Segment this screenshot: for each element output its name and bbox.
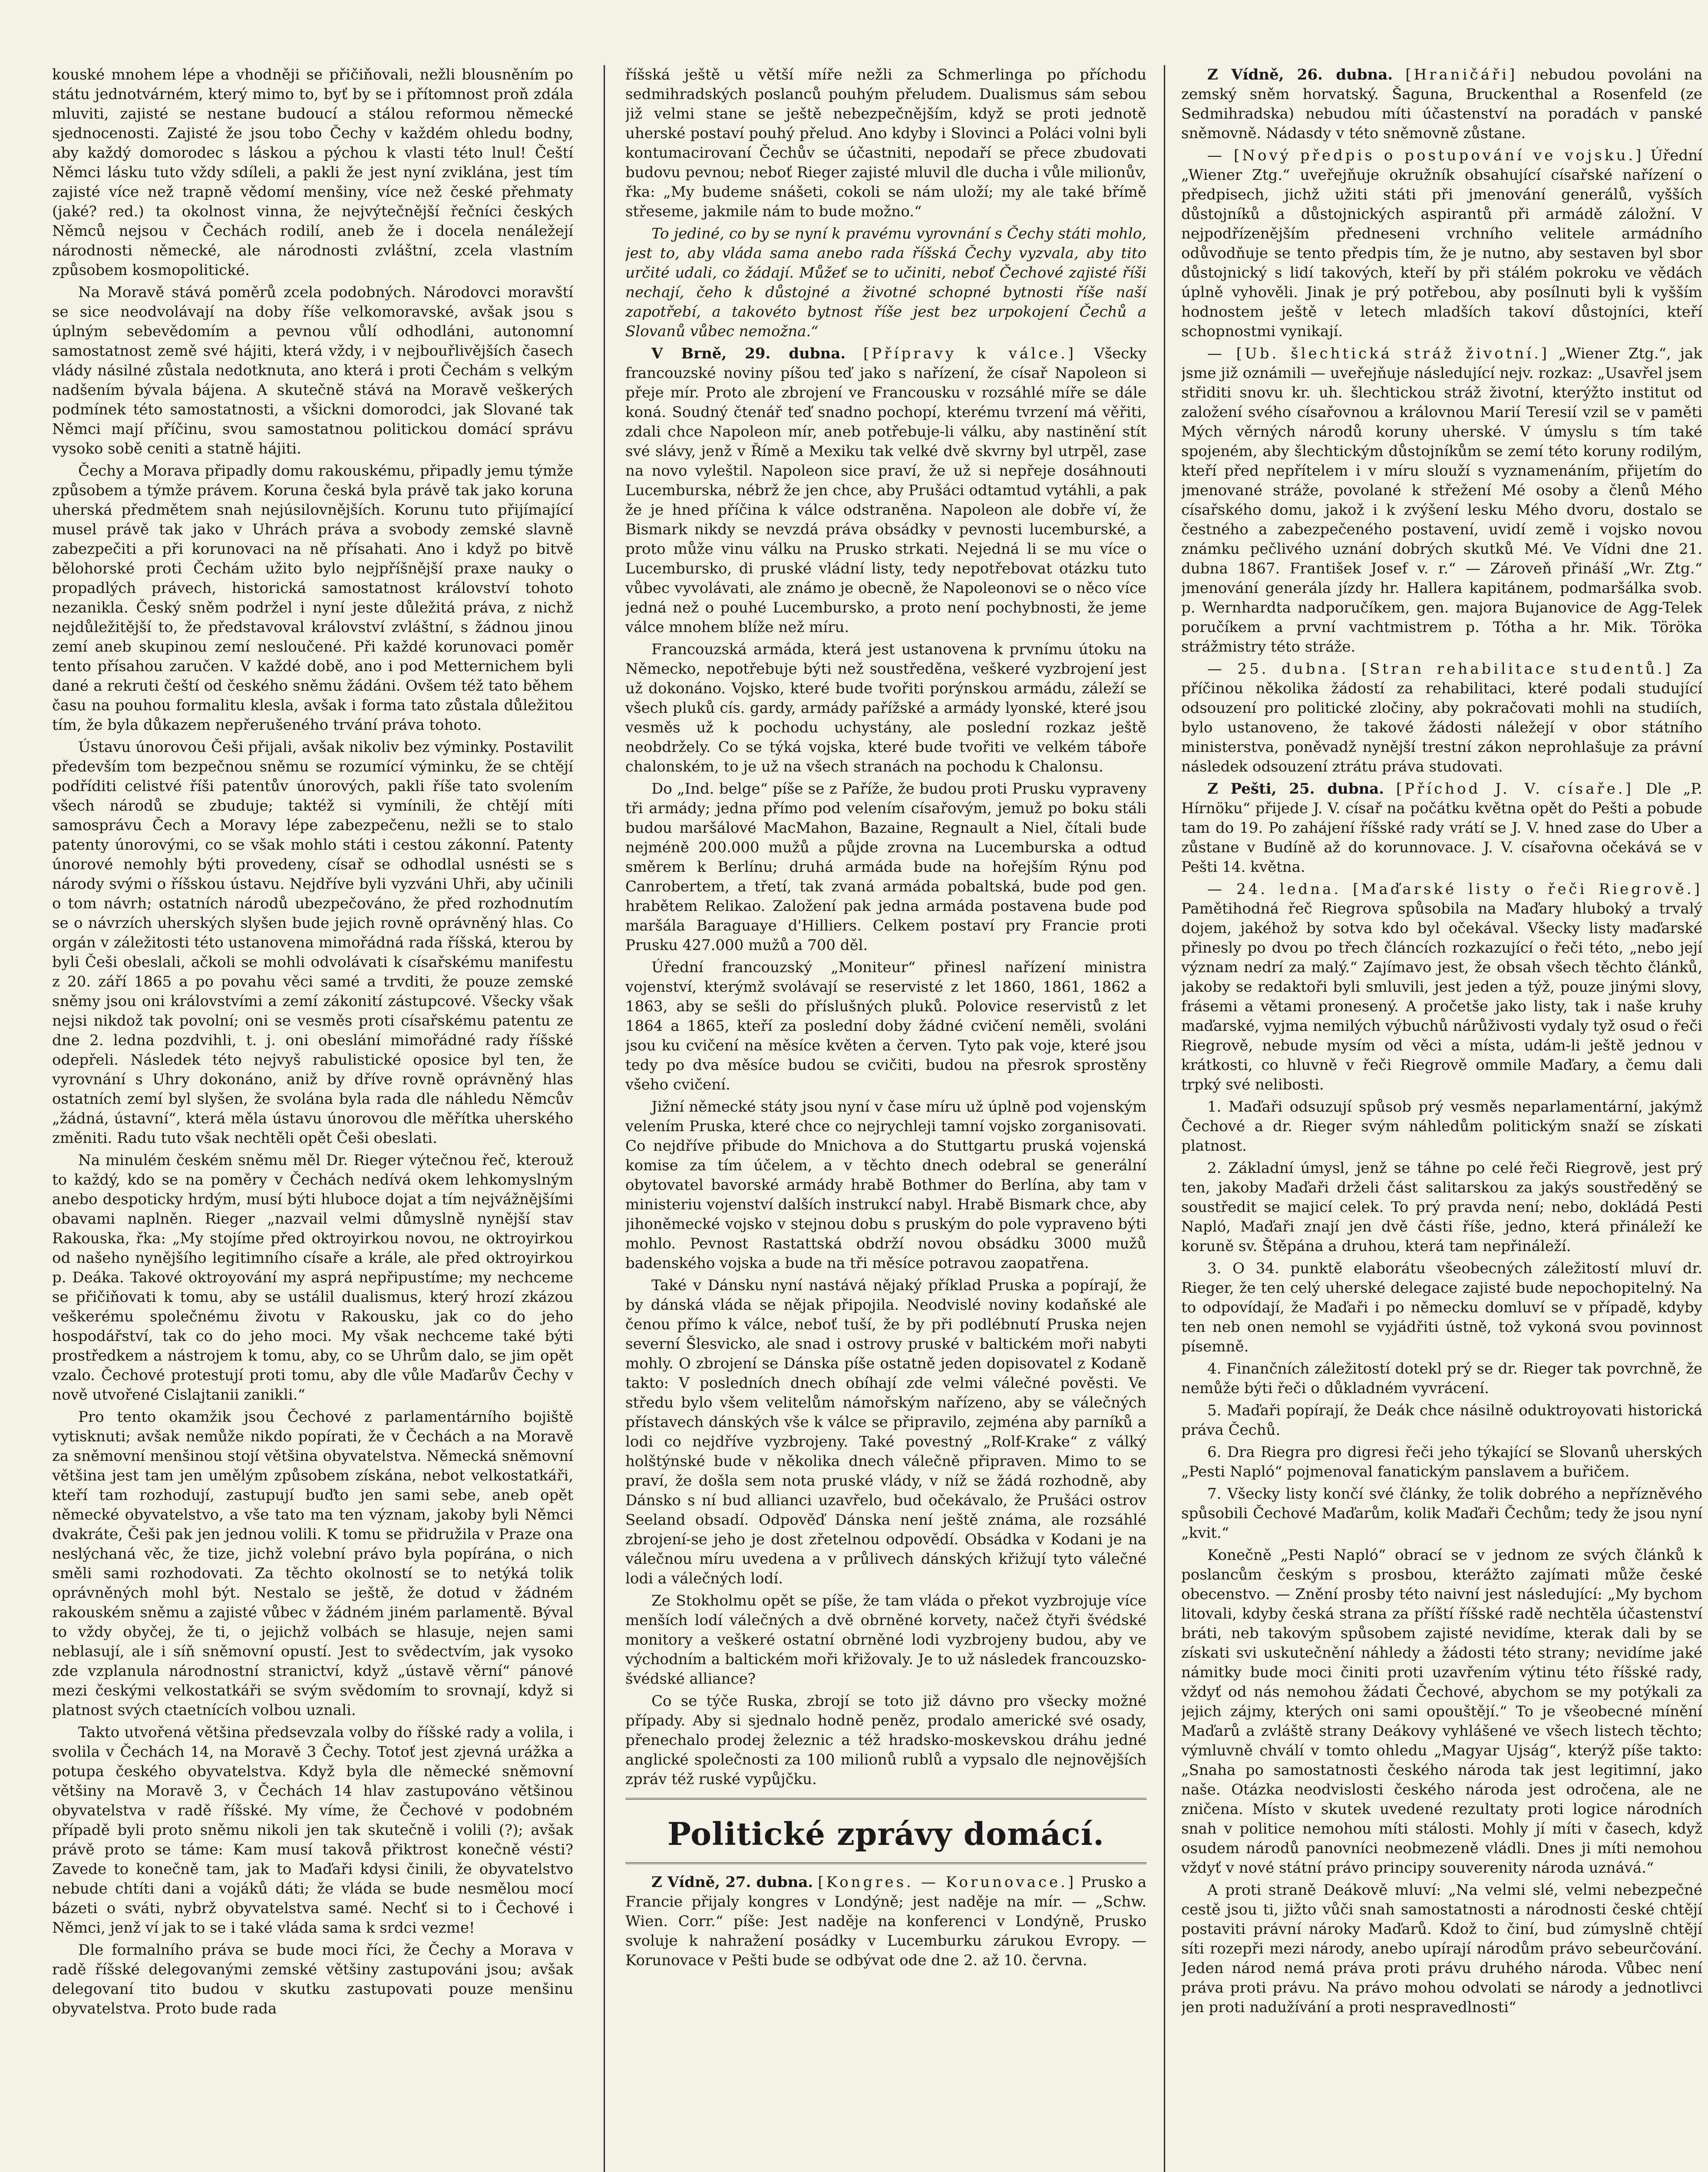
list-item: 4. Finančních záležitostí dotekl prý se dr. Rieger tak povrchně, že nemůže býti řeči o důkladném vyvrácení.	[1181, 1360, 1702, 1397]
dispatch-topic: [Příchod J. V. císaře.]	[1396, 780, 1634, 798]
dispatch-text: Pamětihodná řeč Riegrova spůsobila na Maďary hluboký a trvalý dojem, jakéhož by sotva kdo byl očekával. Všecky listy maďarské přinesly po dvou po třech článcích rozkazující o řeči této, „nebo její význam nedrí za malý.“ Zajímavo jest, že obsah všech těchto článků, jakoby se redaktoři byli smluvili, jest jeden a týž, pouze jinými slovy, frásemi a větami pronesený. A pročetše jako listy, tak i naše kruhy maďarské, vyjma nemilých výbuchů nárůživosti vydaly tyž osud o řeči Riegrově, nebude mysím od věci a místa, udám-li ještě jednou v krátkosti, co hluvně v řeči Riegrově ommile Maďary, a čemu dali trpký své nelibosti.	[1181, 900, 1702, 1093]
dispatch-topic: [Kongres. — Korunovace.]	[818, 1874, 1077, 1891]
article-paragraph: Dle formalního práva se bude moci říci, že Čechy a Morava v radě říšské delegovanými zemské většiny zastupováni jsou; avšak delegovaní tito budou v skutku zastupovati pouze menšinu obyvatelstva. Proto bude rada	[52, 1941, 573, 2017]
list-item: 2. Základní úmysl, jenž se táhne po celé řeči Riegrově, jest prý ten, jakoby Maďaři drželi část salitarskou za jakýs soustředěný se soustředit se majicí celek. To prý pravda není; nebo, dokládá Pesti Napló, Maďaři znají jen dvě části říše, jedno, která přináleží ke koruně sv. Štěpána a druhou, která tam nepřináleží.	[1181, 1159, 1702, 1255]
dispatch	[1181, 146, 1702, 341]
article-paragraph: Na minulém českém sněmu měl Dr. Rieger výtečnou řeč, kterouž to každý, kdo se na poměry v Čechách nedívá okem lehkomyslným anebo despoticky hrdým, musí býti hluboce dojat a tím nejvážnějšími obavami naplněn. Rieger „nazvail velmi důmyslně nynější stav Rakouska, řka: „My stojíme před oktroyirkou novou, ne oktroyirkou od našeho nynějšího legitimního císaře a krále, ale před oktroyirkou p. Deáka. Takové oktroyování my asprá nepřipustíme; my nechceme se přičiňovati k tomu, aby se ustálil dualismus, který hrozí zkázou veškerému společnému životu v Rakousku, jak co do jeho hospodářství, tak co do jeho moci. My však nechceme také býti prostředkem a nástrojem k tomu, aby, co se Uhrům dalo, se jim opět vzalo. Čechové protestují proti tomu, aby dle vůle Maďarův Čechy v nově utvořené Cislajtanii zanikli.“	[52, 1152, 573, 1404]
dateline: Z Pešti, 25. dubna.	[1207, 780, 1384, 798]
article-paragraph: Francouzská armáda, která jest ustanovena k prvnímu útoku na Německo, nepotřebuje býti než soustředěna, veškeré vyzbrojení jest už dokonáno. Vojsko, které bude tvořiti porýnskou armádu, záleží se všech pluků cís. gardy, armády pařížské a armády lyonské, které jsou vesměs už k pochodu uchystány, ale poslední rozkaz ještě neobdržely. Co se týká vojska, které bude tvořiti ve velkém táboře chalonském, to je už na všech stranách na pochodu k Chalonsu.	[625, 641, 1146, 775]
dispatch	[625, 344, 1146, 637]
list-item: 5. Maďaři popírají, že Deák chce násilně oduktroyovati historická práva Čechů.	[1181, 1402, 1702, 1439]
list-item: 7. Všecky listy končí své články, že tolik dobrého a nepřízněvého spůsobili Čechové Maďarům, kolik Maďaři Čechům; tedy že jsou nyní „kvit.“	[1181, 1485, 1702, 1542]
dispatch	[1181, 779, 1702, 877]
article-paragraph: Konečně „Pesti Napló“ obrací se v jednom ze svých článků k poslancům českým s prosbou, kterážto zajímati může české obecenstvo. — Znění prosby této naivní jest následující: „My bychom litovali, kdyby česká strana za příští říšské radě nechtěla účastenství bráti, neb takovým spůsobem zajisté nevidíme, kterak dali by se získati svi uskutečnění náhledy a žádosti této strany; nevidíme jaké námitky bude moci činiti proti uzavřením výtinu této říšské rady, vždyť od nás nemohou žádati Čechové, abychom se my potýkali za jejich zájmy, kterých oni sami opouštějí.“ To je všeobecné mínění Maďarů a zvláště strany Deákovy vyhlášené ve všech listech těchto; výmluvně chválí v tomto ohledu „Magyar Ujság“, kterýž píše takto: „Snaha po samostatnosti českého národa tak jest legitimní, jako naše. Otázka neodvislosti českého národa jest odročena, ale ne zničena. Místo v skutek uvedené rezultaty proti logice národních snah v politice nemohou míti stálosti. Mohly jí míti v časech, když osudem národů panovníci neobmezeně vládli. Dnes ji míti nemohou vždyť v nové státní právo principy souverenity národa uznává.“	[1181, 1546, 1702, 1877]
dispatch-text: Dle „P. Hírnöku“ přijede J. V. císař na počátku května opět do Pešti a pobude tam do 19. Po zahájení říšské rady vrátí se J. V. hned zase do Uber a zůstane v Budíně až do korunnovace. J. V. císařovna očekává se v Pešti 14. května.	[1181, 780, 1702, 876]
dispatch	[1181, 344, 1702, 657]
article-paragraph: Ze Stokholmu opět se píše, že tam vláda o překot vyzbrojuje více menších lodí válečných a dvě obrněné korvety, načež čtyři švédské monitory a veškeré ostatní obrněné lodi vyzbrojeny budou, aby ve východním a baltickém moři křižovaly. Je to už následek francouzsko-švédské alliance?	[625, 1592, 1146, 1688]
article-paragraph: Na Moravě stává poměrů zcela podobných. Národovci moravští se sice neodvolávají na doby říše velkomoravské, avšak jsou s úplným sebevědomím a pevnou vůlí odhodláni, autonomní samostatnost země své hájiti, která vždy, i v nejbouřlivějších časech vlády násilné zůstala nedotknuta, ano která i proti Čechám s velkým nadšením bývala bájena. A skutečně stává na Moravě veškerých podmínek této samostatnosti, a všickni domorodci, jak Slované tak Němci mají příčinu, svou samostatnou politickou domácí správu vysoko sobě ceniti a statně hájiti.	[52, 284, 573, 457]
article-paragraph: Jižní německé státy jsou nyní v čase míru už úplně pod vojenským velením Pruska, které chce co nejrychleji tamní vojsko zorganisovati. Co nejdříve přibude do Mnichova a do Stuttgartu pruská vojenská komise za tím účelem, a v těchto dnech odebral se generální obytovatel bavorské armády hrabě Bothmer do Berlína, aby tam v ministeriu vojenství dalších instrukcí nabyl. Hrabě Bismark chce, aby jihoněmecké vojsko v stejnou dobu s pruským do pole vypraveno býti mohlo. Pevnost Rastattská obdrží novou obsádku 3000 mužů badenského vojska a bude na tři měsíce potravou zaopatřena.	[625, 1098, 1146, 1272]
dateline: V Brně, 29. dubna.	[651, 345, 846, 362]
dispatch-text: „Wiener Ztg.“, jak jsme již oznámili — uveřejňuje následující nejv. rozkaz: „Usavřel jsem střiditi snovu kr. uh. šlechtickou stráž životní, kterýžto institut od založení svého císařovnou a královnou Marií Teresií vzil se v paměti Mých věrných národů koruny uherské. V úmyslu s tím také spojeném, aby šlechtickým důstojníkům se zemí této koruny rodilým, kteří před nepřítelem i v míru slouží s vyznamenáním, přijetím do jmenované stráže, povolané k střežení Mé osoby a členů Mého císařského domu, jakož i k zvýšení lesku Mého dvoru, dostalo se čestného a zabezpečeného postavení, uvidí země i vojsko novou známku pečlivého uznání dobrých skutků Mé. Ve Vídni dne 21. dubna 1867. František Josef v. r.“ — Zároveň přináší „Wr. Ztg.“ jmenování generála jízdy hr. Hallera kapitánem, podmaršálka svob. p. Wernhardta nadporučíkem, gen. majora Bujanovice de Agg-Telek poručíkem a první vachtmistrem p. Tótha a hr. Mik. Töröka strážmistry této stráže.	[1181, 345, 1702, 656]
dispatch	[1181, 880, 1702, 1095]
list-item: 3. O 34. punktě elaborátu všeobecných záležitostí mluví dr. Rieger, že ten celý uherské delegace zajisté bude nepochopitelný. Na to odpovídají, že Maďaři i po německu domluví se v případě, kdyby ten neb onen nemohl se vyjádřiti ústně, tož vykoná svou povinnost písemně.	[1181, 1260, 1702, 1355]
article-paragraph: říšská ještě u větší míře nežli za Schmerlinga po příchodu sedmihradských poslanců pouhým přeludem. Dualismus sám sebou již velmi stane se ještě nebezpečnějším, když se proti jednotě uherské postaví pouhý přelud. Ano kdyby i Slovinci a Poláci volni byli kontumacirovaní Čechův se účastniti, nepodaří se přece zbudovati budovu pevnou; neboť Rieger zajisté mluvil dle ducha i vůle milionův, řka: „My budeme snášeti, cokoli se nám uloží; my ale také břímě střeseme, jakmile nám to bude možno.“	[625, 66, 1146, 220]
dispatch-text: Prusko a Francie přijaly kongres v Londýně; jest naděje na mír. — „Schw. Wien. Corr.“ píše: Jest naděje na konferenci v Londýně, Prusko svoluje k nahražení posádky v Lucemburku zárukou Evropy. — Korunovace v Pešti bude se odbývat ode dne 2. až 10. června.	[625, 1874, 1146, 1969]
dateline: Z Vídně, 26. dubna.	[1207, 66, 1393, 83]
article-paragraph: Do „Ind. belge“ píše se z Paříže, že budou proti Prusku vypraveny tři armády; jedna přímo pod velením císařovým, jemuž po boku stáli budou maršálové MacMahon, Bazaine, Regnault a Niel, čítali bude nejméně 200.000 mužů a půjde zrovna na Lucemburska a odtud směrem k Berlínu; druhá armáda bude na hořejším Rýnu pod Canrobertem, a třetí, tak zvaná armáda pobaltská, bude pod gen. hrabětem Relikao. Založení pak jedna armáda postavena bude pod maršála Baraguaye d'Hilliers. Celkem postaví pry Francie proti Prusku 427.000 mužů a 700 děl.	[625, 780, 1146, 954]
column-rule	[604, 65, 605, 2172]
article-paragraph-italic: To jediné, co by se nyní k pravému vyrovnání s Čechy státi mohlo, jest to, aby vláda sama anebo rada říšská Čechy vyzvala, aby tito určité udali, co žádají. Můžeť se to učiniti, neboť Čechové zajisté říši nechají, čeho k důstojné a životné schopné bytnosti říše naší zapotřebí, a takovéto bytnost říše jest bez urpokojení Čechů a Slovanů vůbec nemožna.“	[625, 225, 1146, 340]
dispatch-topic: [Přípravy k válce.]	[863, 345, 1077, 362]
dispatch-topic: — [Ub. šlechtická stráž životní.]	[1207, 345, 1550, 362]
column-rule	[1164, 65, 1165, 2172]
article-paragraph: Co se týče Ruska, zbrojí se toto již dávno pro všecky možné případy. Aby si sjednalo hodně peněz, prodalo americké své osady, přenechalo prodej železnic a též hradsko-moskevskou dráhu jedné anglické společnosti za 100 milionů rublů a vypsalo dle nejnovějších zpráv též ruské vypůjčku.	[625, 1692, 1146, 1788]
section-heading: Politické zprávy domácí.	[667, 1815, 1105, 1852]
article-paragraph: A proti straně Deákově mluví: „Na velmi slé, velmi nebezpečné cestě jsou ti, jižto vůči snah samostatnosti a národnosti české chtějí postaviti právní nároky Maďarů. Kdož to činí, bud zúmyslně chtějí síti rozepři mezi národy, anebo upírají národům právo sebeurčování. Jeden národ nemá práva proti právu druhého národa. Vůbec není práva proti právu. Na právo mohou odvolati se národy a jednotlivci jen proti nadužívání a proti nespravedlnosti“	[1181, 1881, 1702, 2016]
dispatch-topic: [Hraničáři]	[1405, 66, 1518, 83]
dispatch	[1181, 65, 1702, 143]
dispatch-topic: — 24. ledna. [Maďarské listy o řeči Riegrově.]	[1207, 881, 1702, 898]
article-paragraph: Pro tento okamžik jsou Čechové z parlamentárního bojiště vytisknuti; avšak nemůže nikdo popírati, že v Čechách a na Moravě za sněmovní menšinou stojí většina obyvatelstva. Německá sněmovní většina jest tam jen umělým způsobem získána, nebot velkostatkáři, kteří tam rozhodují, zastupují buďto jen sami sebe, aneb opět německé obyvatelstvo, a vše tato ma ten význam, jakoby byli Němci dvakráte, Češi pak jen jednou volili. K tomu se přidružila v Praze ona neslýchaná věc, že tize, jichž volební právo byla popírána, o nich směli sami rozhodovati. Za těchto okolností se to netýká tolik oprávněných mohl být. Nestalo se ještě, že dotud v žádném rakouském sněmu a zajisté vůbec v žádném jiném parlamentě. Býval to vždy obyčej, že ti, o jejichž volbách se hlasuje, nejen sami neblasují, ale i síň sněmovní opustí. Jest to svědectvím, jak vysoko zde vzplanula národnostní stranictví, když „ústavě věrní“ pánové mezi českými velkostatkáři se svým svědomím to srovnají, když si platnost svých ctaetnících volbou uznali.	[52, 1408, 573, 1719]
dispatch	[1181, 659, 1702, 777]
column-2	[625, 65, 1146, 2172]
article-paragraph: Takto utvořená většina předsevzala volby do říšské rady a volila, i svolila v Čechách 14, na Moravě 3 Čechy. Totoť jest zjevná urážka a potupa českého obyvatelstva. Když byla dle německé sněmovní většiny na Moravě 3, v Čechách 14 hlav zastupováno většinou obyvatelstva v radě říšské. My víme, že Čechové v podobném případě byli proto sněmu nikoli jen tak skutečně i volili (?); avšak právě proto se táme: Kam musí takovå přiktrost konečně vésti? Zavede to konečně tam, jak to Maďaři kdysi činili, že obyvatelstvo nebude chtíti dani a vojáků dáti; že vláda se bude nesmělou mocí bázeti o sváti, nybrž obyvatelstva samé. Nechť si to i Čechové i Němci, jenž ví jak to se i také vláda sama k srdci vezme!	[52, 1724, 573, 1937]
article-paragraph: Čechy a Morava připadly domu rakouskému, připadly jemu týmže způsobem a týmže právem. Koruna česká byla právě tak jako koruna uherská předmětem snah nejúsilovnějších. Korunu tuto přijímající musel právě tak jako v Uhrách práva a svobody zemské slavně zabezpečiti a při korunovaci na ně přísahati. Ano i když po bitvě bělohorské proti Čechám užito bylo nejpříšnější praxe nauky o propadlých právech, historická samostatnost království tohoto nezanikla. Český sněm podržel i nyní jeste důležitá práva, z nichž nejdůležitější to, že představoval království zvláštní, s žádnou jinou zemí aneb skupinou zemí nesloučené. Při každé korunovaci poměr tento přísahou zaručen. V každé době, ano i pod Metternichem byli dané a rekruti čeští od českého sněmu žádáni. Ovšem též tato během času na pouhou formalitu klesla, avšak i forma tato zůstala důležitou tím, že byla důkazem nepřerušeného trvání práva tohoto.	[52, 462, 573, 734]
dispatch-text: Úřední „Wiener Ztg.“ uveřejňuje okružník obsahující císařské nařízení o předpisech, jichž užiti státi při jmenování generálů, vyšších důstojníků a důstojnických aspirantů při armádě záložní. V nejpodřízenějším předneseni vrchního velitele armádního odůvodňuje se tento předpis tím, že je nutno, aby sestaven byl sbor důstojnický s lidí takových, kteří by při stálém pokroku ve vědách úplně vyhověli. Jinak je prý potřebou, aby posílnuti byli k vyšším hodnostem ještě v letech mladších takoví důstojníci, kteří schopnostmi vynikají.	[1181, 147, 1702, 340]
dispatch-text: Všecky francouzské noviny píšou teď jako s nařízení, že císař Napoleon si přeje mír. Proto ale zbrojení ve Francousku v rozsáhlé míře se dále koná. Soudný čtenář teď snadno pochopí, kterému tvrzení má věřiti, zdali chce Napoleon mír, aneb potřebuje-li válku, aby nastinění stít své slávy, jenž v Římě a Mexiku tak velké dvě skvrny byl utrpěl, zase na novo vyleštil. Napoleon sice praví, že už si nepřeje dosáhnouti Lucemburska, nébrž že jen chce, aby Prušáci odtamtud vytáhli, a pak že je hned příčina k válce odstraněna. Napoleon ale dobře ví, že Bismark nikdy se nevzdá práva obsádky v pevnosti lucemburské, a proto může vinu válku na Prusko strkati. Nejedná li se mu více o Lucembursko, di pruské vládní listy, tedy nepotřebovat otázku tuto vůbec vyvolávati, ale známo je obecně, že Napoleonovi se o něco více jedná než o pouhé Lucembursko, a proto není pochybnosti, že jeme válce mnohem blíže než míru.	[625, 345, 1146, 636]
section-heading-box	[625, 1798, 1146, 1864]
list-item: 1. Maďaři odsuzují spůsob prý vesměs neparlamentární, jakýmž Čechové a dr. Rieger svým náhledům politickým snaží se získati platnost.	[1181, 1098, 1702, 1155]
dispatch-topic: — 25. dubna. [Stran rehabilitace studentů.]	[1207, 660, 1673, 678]
dispatch-topic: — [Nový předpis o postupování ve vojsku.]	[1207, 147, 1644, 164]
article-paragraph: Úřední francouzský „Moniteur“ přinesl nařízení ministra vojenství, kterýmž svolávají se reservisté z let 1860, 1861, 1862 a 1863, aby se sešli do příslušných pluků. Polovice reservistů z let 1864 a 1865, kteří za poslední doby žádné cvičení neměli, svoláni jsou ku cvičení na měsíce květen a červen. Tyto pak voje, které jsou tedy po dva měsíce budou se cvičiti, budou na přesrok sprostěny všeho cvičení.	[625, 959, 1146, 1093]
article-paragraph: Také v Dánsku nyní nastává nějaký příklad Pruska a popírají, že by dánská vláda se nějak připojila. Neodvislé noviny kodaňské ale čenou přímo k válce, neboť tuší, že by při podlébnutí Pruska nejen severní Šlesvicko, ale snad i ostrovy pruské v baltickém moři nabyti mohly. O zbrojení se Dánska píše ostatně jeden dopisovatel z Kodaně takto: V posledních dnech obíhají zde velmi válečné pověsti. Ve středu bylo všem velitelům námořským nařízeno, aby se válečných přístavech dánských vše k válce se připravilo, zejména aby parníků a lodi co nejdříve vyzbrojeny. Také povestný „Rolf-Krake“ z válký holštýnské bude v několika dnech válečně připraven. Mimo to se praví, že došla sem nota pruské vlády, v níž se žádá rozhodně, aby Dánsko s ní bud allianci uzavřelo, bud očekávalo, že Prušáci ostrov Seeland obsadí. Odpověď Dánska není ještě známa, ale rozsáhlé zbrojení-se jeho je dost zřetelnou odpovědí. Obsádka v Kodani je na válečnou míru uvedena a v průlivech dánských křižují tyto válečné lodi a válečných lodí.	[625, 1277, 1146, 1587]
dispatch-text: Za příčinou několika žádostí za rehabilitaci, které podali studující odsouzení pro politické zločiny, aby pokračovati mohli na studiích, bylo ustanoveno, že takové žádosti náležejí v obor státního ministerstva, poněvadž nynější trestní zákon neprohlašuje za právní následek odsouzení ztrátu práva studovati.	[1181, 660, 1702, 775]
column-3	[1181, 65, 1702, 2172]
dateline: Z Vídně, 27. dubna.	[651, 1874, 813, 1891]
dispatch	[625, 1873, 1146, 1970]
column-1	[52, 65, 573, 2172]
article-paragraph: Ústavu únorovou Češi přijali, avšak nikoliv bez výminky. Postavilit především tom bezpečnou sněmu se rozumící výminku, že se chtějí podříditi celistvé říši patentův únorových, pakli říše tato svolením všech národů se zbuduje; taktéž si vymínili, že chtějí míti samosprávu Čech a Moravy lépe zabezpečenu, nežli se to stalo patenty únorovými, co se však mohlo státi i cestou zákonní. Patenty únorové nemohly býti provedeny, císař se odhodlal usnésti se s národy svými o říšskou ústavu. Nejdříve byli vyzváni Uhři, aby učinili o tom návrh; ostatních národů ubezpečováno, že před rozhodnutím se o návrzích uherských slyšen bude jejich rovně oprávněný hlas. Co orgán v záležitosti této ustanovena mimořádná rada říšská, kterou by byli Češi obeslali, ačkoli se mohli odvolávati k císařskému manifestu z 20. září 1865 a po povahu věci samé a trvditi, že pouze zemské sněmy jsou oni královstvími a zemí zákonití zástupcové. Všecky však nejsi nikdož tak povolní; oni se vesměs proti císařskému patentu ze dne 2. ledna pozdvihli, t. j. oni obeslání mimořádné rady říšské odepřeli. Následek této nejvyš rabulistické oposice byl ten, že vyrovnání s Uhry dokonáno, aniž by dříve rovně oprávněný hlas ostatních zemí byl slyšen, že svolána byla rada dle náhledu Němcův „žádná, ústavní“, která měla ústavu únorovou dle měřítka uherského změniti. Radu tuto však nechtěli opět Češi obeslati.	[52, 738, 573, 1147]
list-item: 6. Dra Riegra pro digresi řeči jeho týkající se Slovanů uherských „Pesti Napló“ pojmenoval fanatickým panslavem a buřičem.	[1181, 1444, 1702, 1480]
article-paragraph: kouské mnohem lépe a vhodněji se přičiňovali, nežli blousněním po státu jednotvárném, který mimo to, byť by se i přítomnost proň zdála mluviti, zajisté se nestane budoucí a stálou reformou německé sjednocenosti. Zajisté že jsou tobo Čechy v každém ohledu bodny, aby každý domorodec s láskou a pýchou k vlasti této lnul! Čeští Němci lásku tuto vždy sdíleli, a pakli že jest nyní zviklána, jest tím zajisté více než trapně vědomí menšiny, více než české přehmaty (jaké? red.) ta okolnost vinna, že nejvýtečnější řečníci českých Němců nejsou v Čechách rodilí, aneb že i docela nenáležejí národnosti německé, ale národnosti zvláštní, zcela vlastním způsobem kosmopolitické.	[52, 66, 573, 279]
dispatch-text: nebudou povoláni na zemský sněm horvatský. Šaguna, Bruckenthal a Rosenfeld (ze Sedmihradska) nebudou míti účastenství na poradách v panské sněmovně. Nádasdy v této sněmovně zůstane.	[1181, 66, 1702, 142]
